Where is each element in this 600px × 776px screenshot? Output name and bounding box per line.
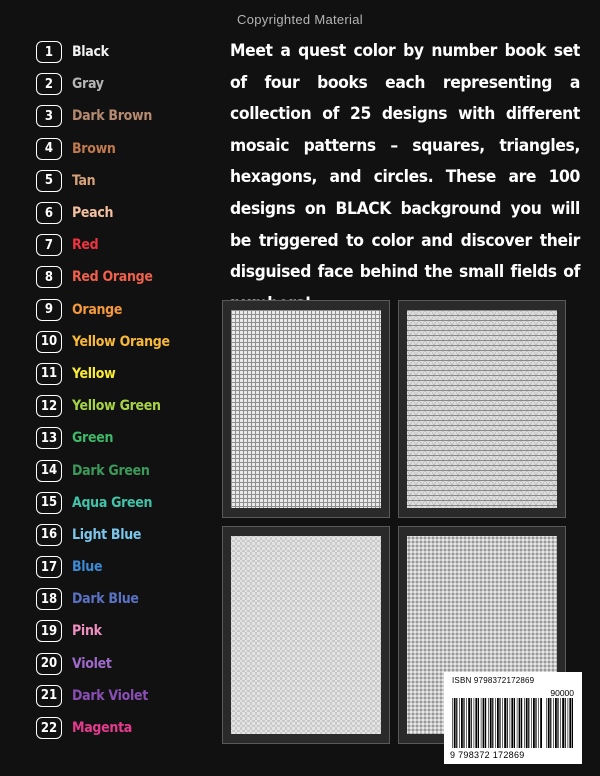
- legend-item: [36, 422, 226, 454]
- legend-item: [36, 326, 226, 358]
- legend-color-name: Violet: [72, 655, 112, 672]
- legend-item: [36, 36, 226, 68]
- legend-color-name: Yellow Orange: [72, 333, 170, 350]
- legend-color-name: Pink: [72, 623, 102, 640]
- legend-color-name: Black: [72, 44, 109, 61]
- legend-number-badge: 17: [36, 556, 62, 578]
- price-code: 90000: [550, 688, 574, 698]
- barcode-digits: 9 798372 172869: [450, 750, 525, 760]
- isbn-barcode: [444, 672, 582, 764]
- legend-item: [36, 68, 226, 100]
- legend-item: [36, 583, 226, 615]
- legend-item: [36, 519, 226, 551]
- legend-color-name: Yellow Green: [72, 398, 161, 415]
- color-legend: [36, 36, 226, 744]
- legend-number-badge: 11: [36, 363, 62, 385]
- legend-number-badge: 16: [36, 524, 62, 546]
- legend-item: [36, 133, 226, 165]
- legend-item: [36, 615, 226, 647]
- legend-item: [36, 712, 226, 744]
- legend-color-name: Green: [72, 430, 114, 447]
- legend-item: [36, 100, 226, 132]
- watermark: Copyrighted Material: [237, 12, 363, 27]
- legend-item: [36, 648, 226, 680]
- legend-item: [36, 454, 226, 486]
- legend-number-badge: 1: [36, 41, 62, 63]
- legend-number-badge: 18: [36, 588, 62, 610]
- legend-number-badge: 7: [36, 234, 62, 256]
- legend-color-name: Dark Blue: [72, 591, 139, 608]
- legend-color-name: Dark Violet: [72, 687, 148, 704]
- legend-color-name: Yellow: [72, 365, 116, 382]
- price-barcode-bars: [546, 698, 574, 748]
- legend-number-badge: 10: [36, 331, 62, 353]
- legend-number-badge: 8: [36, 266, 62, 288]
- legend-number-badge: 5: [36, 170, 62, 192]
- squares-pattern: [231, 310, 381, 508]
- legend-color-name: Blue: [72, 559, 103, 576]
- barcode-bars: [452, 698, 542, 748]
- legend-item: [36, 487, 226, 519]
- legend-item: [36, 261, 226, 293]
- legend-number-badge: 2: [36, 73, 62, 95]
- legend-color-name: Red: [72, 237, 99, 254]
- legend-color-name: Brown: [72, 140, 116, 157]
- legend-number-badge: 12: [36, 395, 62, 417]
- legend-number-badge: 9: [36, 299, 62, 321]
- legend-color-name: Gray: [72, 76, 104, 93]
- legend-item: [36, 294, 226, 326]
- legend-color-name: Orange: [72, 301, 123, 318]
- legend-color-name: Magenta: [72, 720, 132, 737]
- legend-item: [36, 197, 226, 229]
- legend-item: [36, 551, 226, 583]
- legend-number-badge: 14: [36, 460, 62, 482]
- legend-number-badge: 22: [36, 717, 62, 739]
- isbn-label: ISBN 9798372172869: [452, 676, 535, 685]
- preview-squares: [222, 300, 390, 518]
- legend-item: [36, 229, 226, 261]
- legend-item: [36, 358, 226, 390]
- legend-color-name: Peach: [72, 205, 114, 222]
- legend-number-badge: 13: [36, 427, 62, 449]
- legend-color-name: Dark Green: [72, 462, 150, 479]
- legend-number-badge: 21: [36, 685, 62, 707]
- hexagons-pattern: [231, 536, 381, 734]
- legend-color-name: Red Orange: [72, 269, 153, 286]
- preview-triangles: [398, 300, 566, 518]
- legend-item: [36, 390, 226, 422]
- legend-number-badge: 19: [36, 620, 62, 642]
- legend-color-name: Tan: [72, 172, 96, 189]
- legend-number-badge: 20: [36, 653, 62, 675]
- legend-number-badge: 4: [36, 138, 62, 160]
- legend-item: [36, 165, 226, 197]
- legend-color-name: Dark Brown: [72, 108, 152, 125]
- legend-number-badge: 3: [36, 105, 62, 127]
- legend-item: [36, 680, 226, 712]
- book-description: Meet a quest color by number book set of four books each representing a collection of 25 designs with different mosaic patterns – squares, triangles, hexagons, and circles. These are 100 designs on BLACK background you will be triggered to color and discover their disguised face behind the small fields of: [230, 41, 580, 283]
- triangles-pattern: [407, 310, 557, 508]
- legend-number-badge: 6: [36, 202, 62, 224]
- legend-number-badge: 15: [36, 492, 62, 514]
- preview-hexagons: [222, 526, 390, 744]
- legend-color-name: Aqua Green: [72, 494, 153, 511]
- legend-color-name: Light Blue: [72, 526, 142, 543]
